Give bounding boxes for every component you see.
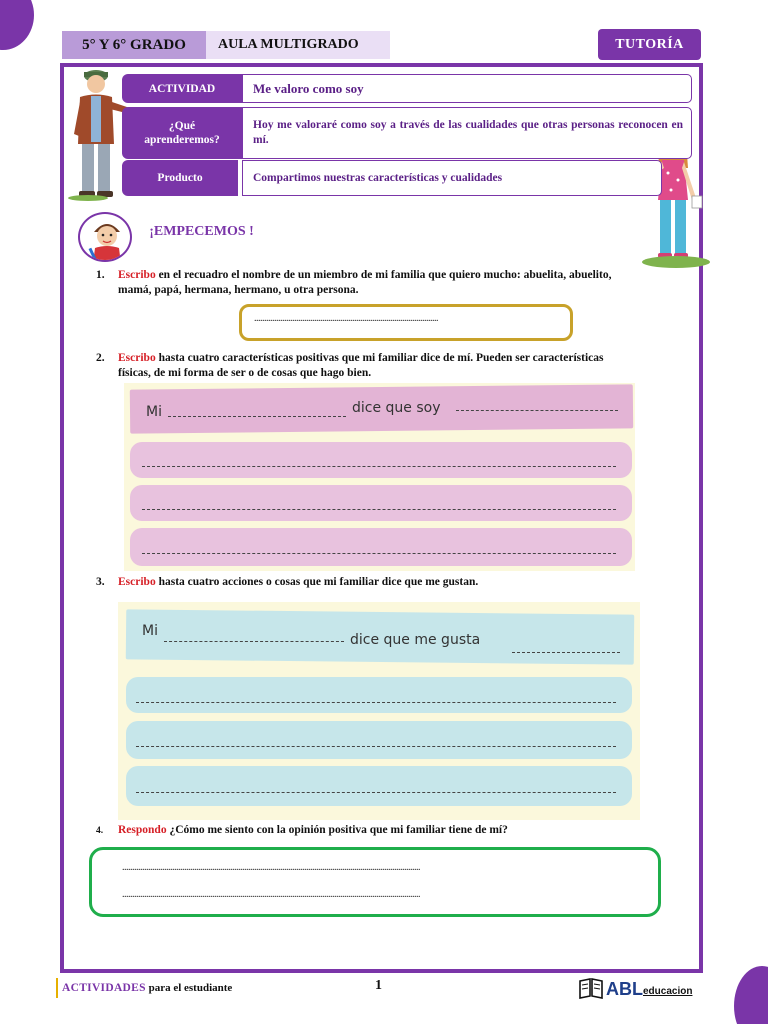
question-4-number: 4. <box>96 826 104 836</box>
que-aprenderemos-value: Hoy me valoraré como soy a través de las cualidades que otras personas reconocen en mí. <box>242 107 692 159</box>
actividad-label: ACTIVIDAD <box>122 74 242 103</box>
question-2-number: 2. <box>96 352 105 364</box>
corner-decoration-top-left <box>0 0 34 50</box>
question-3-number: 3. <box>96 576 105 588</box>
logo-abl-text: ABL <box>606 979 643 999</box>
empecemos-title: ¡EMPECEMOS ! <box>149 224 254 239</box>
likes-familiar-name-dash <box>164 641 344 642</box>
footer-accent: ACTIVIDADES <box>62 982 146 994</box>
question-4-text: ¿Cómo me siento con la opinión positiva que mi familiar tiene de mí? <box>166 824 508 836</box>
characteristics-header-dash <box>456 410 618 411</box>
question-1-text: en el recuadro el nombre de un miembro de mi familia que quiero mucho: abuelita, abuelito, <box>155 269 612 281</box>
book-icon <box>578 977 604 999</box>
footer-label <box>56 978 232 998</box>
likes-line-1 <box>136 702 616 703</box>
question-1 <box>96 268 676 297</box>
area-badge: TUTORÍA <box>598 29 701 60</box>
characteristic-row-1[interactable] <box>130 442 632 478</box>
question-4-verb: Respondo <box>118 824 167 836</box>
que-aprenderemos-label: ¿Qué aprenderemos? <box>122 107 242 159</box>
aula-label: AULA MULTIGRADO <box>206 31 390 59</box>
page-number: 1 <box>375 978 382 993</box>
question-3 <box>96 575 676 590</box>
characteristic-line-3 <box>142 553 616 554</box>
child-writing-icon <box>78 212 132 262</box>
likes-row-1[interactable] <box>126 677 632 713</box>
abl-logo <box>578 975 692 999</box>
characteristic-row-3[interactable] <box>130 528 632 566</box>
question-2 <box>96 351 676 380</box>
characteristics-mi: Mi <box>146 404 162 420</box>
likes-row-3[interactable] <box>126 766 632 806</box>
feeling-answer-line-1: ..................................................................................................................................................... <box>122 862 420 873</box>
feeling-answer-box[interactable] <box>89 847 661 917</box>
question-2-verb: Escribo <box>118 352 156 364</box>
familiar-name-dash <box>168 416 346 417</box>
question-1-continuation: mamá, papá, hermana, hermano, u otra persona. <box>118 283 359 296</box>
footer-rest: para el estudiante <box>145 982 233 994</box>
likes-row-2[interactable] <box>126 721 632 759</box>
feeling-answer-line-2: ..................................................................................................................................................... <box>122 889 420 900</box>
corner-decoration-bottom-right <box>734 966 768 1024</box>
producto-label: Producto <box>122 160 238 196</box>
question-1-verb: Escribo <box>118 269 156 281</box>
likes-mi: Mi <box>142 623 158 639</box>
question-2-text: hasta cuatro características positivas que mi familiar dice de mí. Pueden ser características <box>155 352 604 364</box>
likes-phrase: dice que me gusta <box>350 632 481 648</box>
question-3-text: hasta cuatro acciones o cosas que mi familiar dice que me gustan. <box>155 576 479 588</box>
question-1-number: 1. <box>96 269 105 281</box>
characteristics-phrase: dice que soy <box>352 400 441 416</box>
characteristic-line-2 <box>142 509 616 510</box>
family-name-answer-line: ............................................................................................ <box>254 313 438 324</box>
question-2-continuation: físicas, de mi forma de ser o de cosas que hago bien. <box>118 366 372 379</box>
logo-edu-text: educacion <box>643 986 693 997</box>
question-4 <box>96 823 676 839</box>
question-3-verb: Escribo <box>118 576 156 588</box>
characteristic-row-2[interactable] <box>130 485 632 521</box>
producto-value: Compartimos nuestras características y cualidades <box>242 160 662 196</box>
likes-header-dash <box>512 652 620 653</box>
actividad-value: Me valoro como soy <box>242 74 692 103</box>
grade-label: 5° Y 6° GRADO <box>62 31 206 59</box>
likes-line-3 <box>136 792 616 793</box>
likes-line-2 <box>136 746 616 747</box>
characteristic-line-1 <box>142 466 616 467</box>
